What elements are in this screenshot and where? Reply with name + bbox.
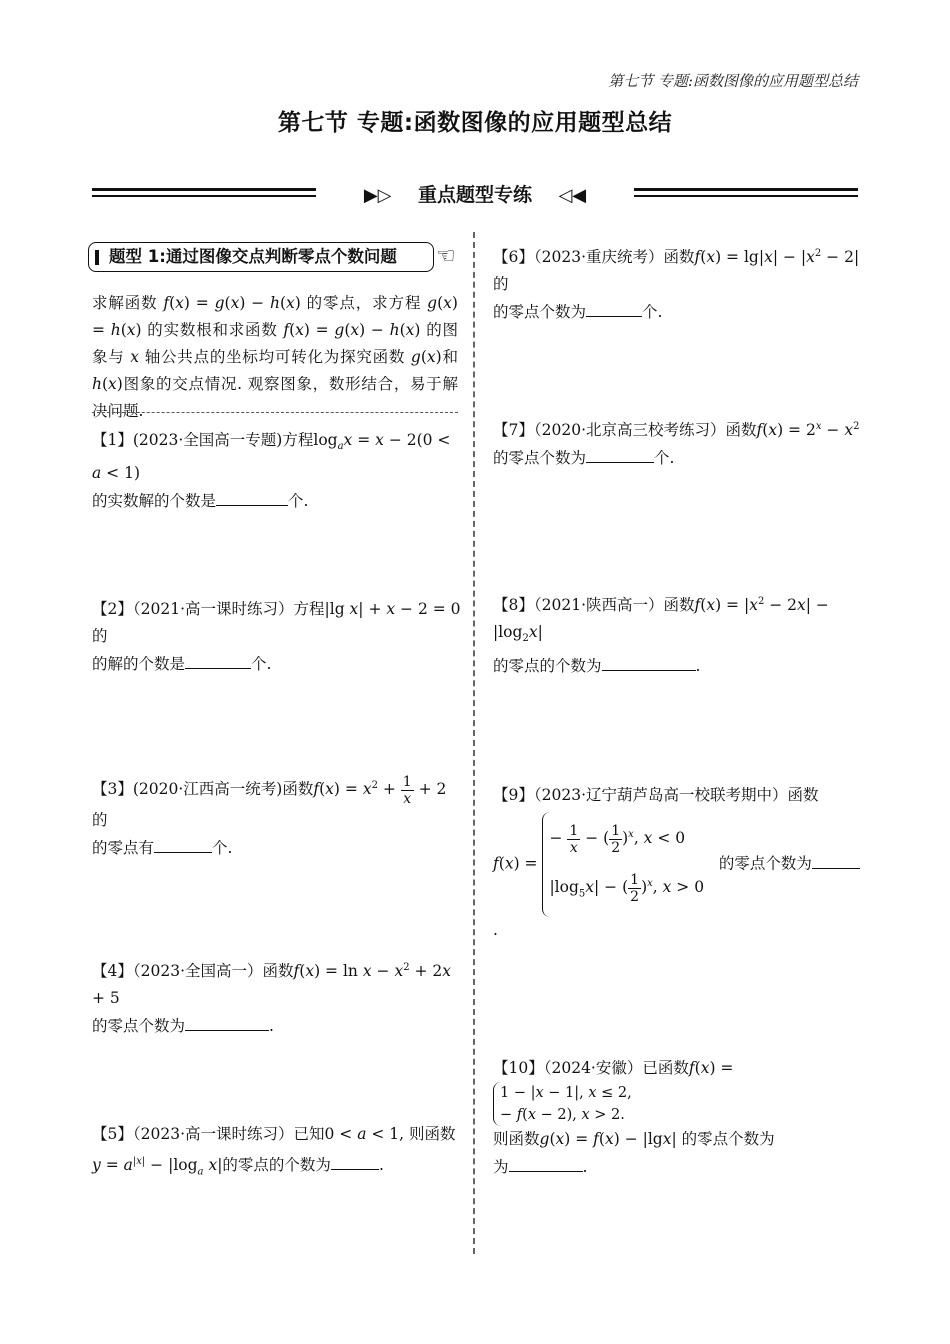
topic-title: 题型 1:通过图像交点判断零点个数问题 [109,247,397,266]
problem-text: 的零点个数为 [493,449,587,468]
problem-source: （2024·安徽） [543,1059,643,1077]
intro-text-4: 的图象与 [92,321,458,366]
problem-source: （2023·高一课时练习） [132,1125,294,1143]
answer-blank[interactable] [185,650,251,669]
running-header: 第七节 专题:函数图像的应用题型总结 [608,72,858,90]
problem-6: 【6】（2023·重庆统考）函数$f(x) = \lg|x| - |x^2 - 2|$ 的 的零点个数为 个. [493,248,860,322]
banner-left-arrows-icon: ▶▷ [363,185,392,206]
problem-2: 【2】（2021·高一课时练习）方程|lg x| + x − 2 = 0 的 的解的个数是 个. [92,600,461,673]
problem-number: 【4】 [92,962,133,981]
banner-right-arrows-icon: ◁◀ [558,185,587,206]
problem-number: 【10】 [493,1059,544,1077]
problem-8: 【8】（2021·陕西高一）函数$f(x) = |x^2 - 2x| - |\log_2x|$ 的零点的个数为 . [493,596,829,676]
problem-text: 的解的个数是 [92,655,186,673]
problem-source: （2020·北京高三校考练习） [533,421,726,440]
problem-source: （2023·辽宁葫芦岛高一校联考期中） [533,786,788,804]
piecewise-brace: − $\frac{1}{x}$ − ( $\frac{1}{2}$ )$^x$, x < 0 $|\log_5x|$ − ( $\frac{1}{2}$ )$^x$, x > 0 [542,812,704,917]
problem-source: （2021·陕西高一） [533,596,664,615]
problem-text: 方程 [293,600,325,618]
problem-text: 的零点的个数为 [222,1156,331,1175]
problem-text: 的零点个数为 [92,1017,186,1036]
problem-text: . [493,921,498,940]
problem-text: 的零点个数为 [493,303,587,322]
page-title: 第七节 专题:函数图像的应用题型总结 [277,110,673,136]
answer-blank[interactable] [331,1151,379,1170]
problem-source: (2020·江西高一统考) [132,780,283,799]
answer-blank[interactable] [602,652,696,671]
answer-blank[interactable] [812,850,860,869]
problem-text: 的实数解的个数是 [92,492,217,511]
problem-text: 个. [288,492,309,511]
topic-bar-icon [95,250,99,265]
problem-1: 【1】(2023·全国高一专题)方程$\log_ax = x - 2(0 < a < 1)$ 的实数解的个数是 个. [92,431,451,511]
problem-text: 个. [654,449,675,468]
problem-text: . [269,1017,274,1036]
intro-dashed-rule [92,412,458,413]
problem-source: (2023·全国高一专题) [132,431,283,449]
problem-text: 个. [642,303,663,322]
intro-text-1: 求解函数 [92,294,158,312]
problem-7: 【7】（2020·北京高三校考练习）函数$f(x) = 2^x - x^2$ 的零点个数为 个. [493,421,860,468]
column-divider [473,232,475,1254]
intro-text-6: 和 [441,348,458,366]
answer-blank[interactable] [586,298,642,317]
problem-text: . [378,1156,384,1175]
answer-blank[interactable] [216,487,288,506]
problem-text: 的零点个数为 [681,1130,775,1148]
problem-number: 【8】 [493,596,534,615]
answer-blank[interactable] [509,1153,583,1172]
piecewise-brace: 1 − |x − 1|, x ≤ 2, − f(x − 2), x > 2. [493,1082,632,1126]
problem-10: 【10】（2024·安徽）已函数f(x) = 1 − |x − 1|, x ≤ 2, − f(x − 2), x > 2. 则函数g(x) = f(x) − |lgx| 的零点个数为 为 . [493,1059,775,1176]
problem-text: 函数 [663,248,695,267]
problem-source: （2021·高一课时练习） [132,600,294,618]
problem-number: 【9】 [493,786,534,804]
intro-text-2: 的零点，求方程 [306,294,422,312]
problem-text: 已函数 [642,1059,689,1077]
problem-text: 方程 [282,431,314,449]
intro-text-5: 轴公共点的坐标均可转化为探究函数 [144,348,406,366]
banner-label: 重点题型专练 [417,184,532,206]
problem-text: 函数 [787,786,819,804]
problem-source: （2023·重庆统考） [533,248,664,267]
section-banner [0,180,950,207]
problem-text: . [582,1158,588,1176]
intro-text-7: 图象的交点情况. 观察图象，数形结合，易于解决问题. [92,375,458,420]
topic-box [88,242,434,272]
problem-4: 【4】（2023·全国高一）函数$f(x) = \ln x - x^2 + 2x + 5$ 的零点个数为 . [92,962,452,1036]
problem-text: 个. [212,838,233,857]
problem-5: 【5】（2023·高一课时练习）已知0 < a < 1, 则函数 $y = a^{|x|} - |\log_a$ x|的零点的个数为 . [92,1125,456,1178]
problem-number: 【2】 [92,600,133,618]
problem-3: 【3】(2020·江西高一统考)函数$f(x) = x^2$ + $\frac{1}{x}$ + 2 的 的零点有 个. [92,773,447,857]
problem-number: 【3】 [92,780,133,799]
problem-text: , 则函数 [399,1125,456,1143]
problem-number: 【1】 [92,431,133,449]
problem-number: 【7】 [493,421,534,440]
problem-number: 【5】 [92,1125,133,1143]
intro-text-3: 的实数根和求函数 [147,321,278,339]
problem-text: 函数 [663,596,695,615]
answer-blank[interactable] [154,834,212,853]
problem-number: 【6】 [493,248,534,267]
problem-9 [493,782,863,809]
problem-text: 的零点的个数为 [493,657,602,676]
problem-text: 函数 [725,421,757,440]
answer-blank[interactable] [185,1012,269,1031]
problem-text: 则函数 [493,1130,540,1148]
problem-9-formula: f(x) = − $\frac{1}{x}$ − ( $\frac{1}{2}$ )$^x$, x < 0 $|\log_5x|$ − ( $\frac{1}{2}$ )$^x$, x > 0 的零点个数为. [493,812,863,944]
problem-text: 个. [251,655,272,673]
topic-intro: 求解函数 f(x) = g(x) − h(x) 的零点，求方程 g(x) = h(x) 的实数根和求函数 f(x) = g(x) − h(x) 的图象与 x 轴公共点的坐标均可转化为探究函数 g(x)和h(x)图象的交点情况. 观察图象，数形结合，易于解决问题. [92,294,458,420]
problem-text: 已知 [293,1125,325,1143]
pointing-hand-icon: ☜ [436,244,456,269]
problem-text: 函数 [262,962,294,981]
answer-blank[interactable] [586,444,654,463]
problem-text: 函数 [282,780,314,799]
problem-text: 的零点个数为 [718,854,812,873]
problem-text: 的零点有 [92,838,155,857]
problem-source: （2023·全国高一） [132,962,263,981]
problem-text: . [695,657,701,676]
